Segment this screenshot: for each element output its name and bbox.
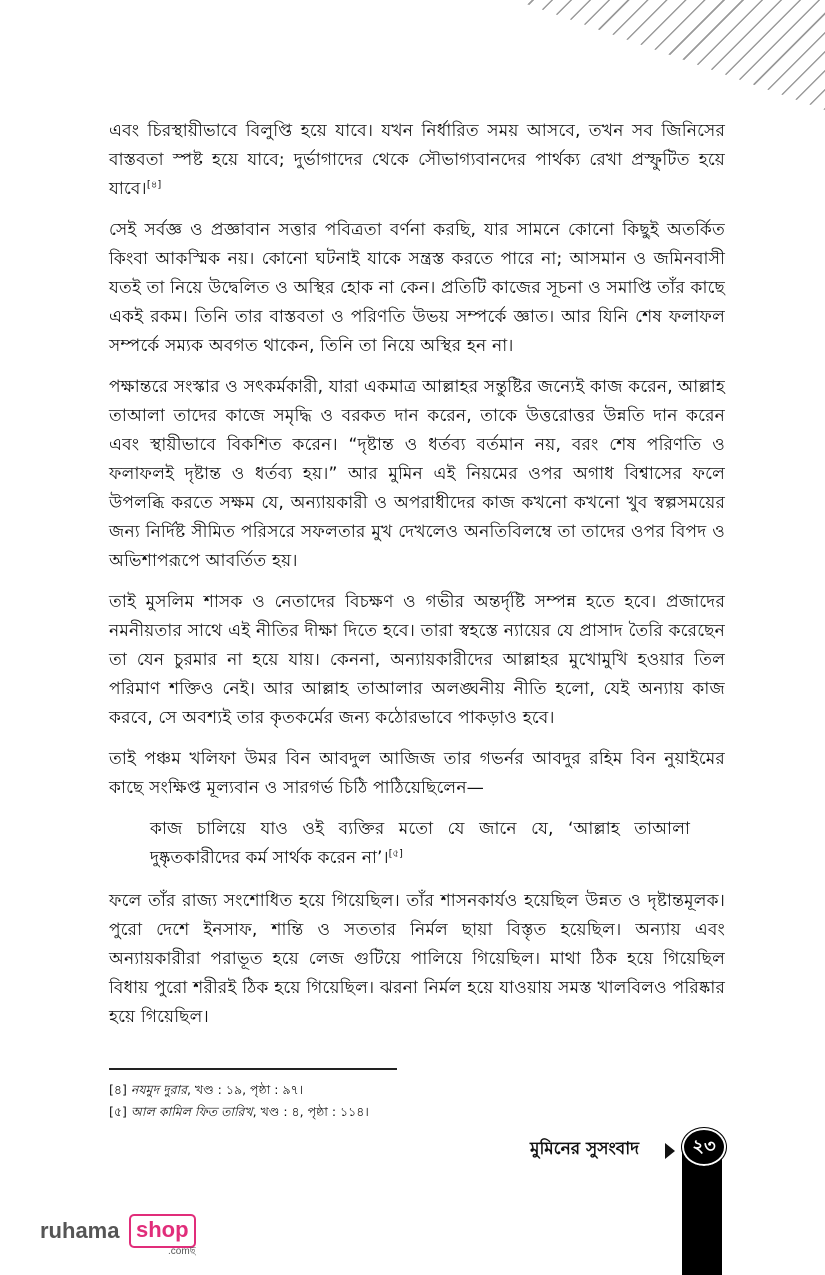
page-body [109, 117, 725, 1044]
footnote-ref-5[interactable]: [৫] [388, 848, 403, 860]
paragraph-5: তাই পঞ্চম খলিফা উমর বিন আবদুল আজিজ তার গভর্নর আবদুর রহিম বিন নুয়াইমের কাছে সংক্ষিপ্ত মূল্যবান ও সারগর্ভ চিঠি পাঠিয়েছিলেন— [109, 749, 725, 798]
paragraph-6: ফলে তাঁর রাজ্য সংশোধিত হয়ে গিয়েছিল। তাঁর শাসনকার্যও হয়েছিল উন্নত ও দৃষ্টান্তমূলক। পুরো দেশে ইনসাফ, শান্তি ও সততার নির্মল ছায়া বিস্তৃত হয়েছিল। অন্যায় এবং অন্যায়কারীরা পরাভূত হয়ে লেজ গুটিয়ে পালিয়ে গিয়েছিল। মাথা ঠিক হয়ে গিয়েছিল বিধায় পুরো শরীরই ঠিক হয়ে গিয়েছিল। ঝরনা নির্মল হয়ে যাওয়ায় সমস্ত খালবিলও পরিষ্কার হয়ে গিয়েছিল। [109, 891, 725, 1027]
footnote-ref-4[interactable]: [৪] [146, 179, 162, 191]
page-number: ২৩ [682, 1128, 726, 1166]
triangle-arrow-icon [665, 1143, 675, 1159]
footnote-4: [৪] নযমুদ দুরার, খণ্ড : ১৯, পৃষ্ঠা : ৯৭। [109, 1082, 304, 1097]
footnote-divider [109, 1068, 397, 1070]
running-head: মুমিনের সুসংবাদ [530, 1139, 640, 1159]
page-edge-bar [682, 1150, 722, 1275]
paragraph-2: সেই সর্বজ্ঞ ও প্রজ্ঞাবান সত্তার পবিত্রতা বর্ণনা করছি, যার সামনে কোনো কিছুই অতর্কিত কিংবা আকস্মিক নয়। কোনো ঘটনাই যাকে সন্ত্রস্ত করতে পারে না; আসমান ও জমিনবাসী যতই তা নিয়ে উদ্বেলিত ও অস্থির হোক না কেন। প্রতিটি কাজের সূচনা ও সমাপ্তি তাঁর কাছে একই রকম। তিনি তার বাস্তবতা ও পরিণতি উভয় সম্পর্কে জ্ঞাত। আর যিনি শেষ ফলাফল সম্পর্কে সম্যক অবগত থাকেন, তিনি তা নিয়ে অস্থির হন না। [109, 220, 725, 356]
decorative-stripes [515, 0, 825, 110]
logo-main-text: ruhama [40, 1218, 120, 1243]
footnotes [109, 1079, 369, 1123]
paragraph-3: পক্ষান্তরে সংস্কার ও সৎকর্মকারী, যারা একমাত্র আল্লাহর সন্তুষ্টির জন্যেই কাজ করেন, আল্লাহ তাআলা তাদের কাজে সমৃদ্ধি ও বরকত দান করেন, তাকে উত্তরোত্তর উন্নতি দান করেন এবং স্থায়ীভাবে বিকশিত করেন। “দৃষ্টান্ত ও ধর্তব্য বর্তমান নয়, বরং শেষ পরিণতি ও ফলাফলই দৃষ্টান্ত ও ধর্তব্য হয়।” আর মুমিন এই নিয়মের ওপর অগাধ বিশ্বাসের ফলে উপলব্ধি করতে সক্ষম যে, অন্যায়কারী ও অপরাধীদের কাজ কখনো কখনো খুব স্বল্পসময়ের জন্য নির্দিষ্ট সীমিত পরিসরে সফলতার মুখ দেখলেও অনতিবিলম্বে তা তাদের ওপর বিপদ ও অভিশাপরূপে আবর্তিত হয়। [109, 377, 725, 571]
paragraph-4: তাই মুসলিম শাসক ও নেতাদের বিচক্ষণ ও গভীর অন্তর্দৃষ্টি সম্পন্ন হতে হবে। প্রজাদের নমনীয়তার সাথে এই নীতির দীক্ষা দিতে হবে। তারা স্বহস্তে ন্যায়ের যে প্রাসাদ তৈরি করেছেন তা যেন চুরমার না হয়ে যায়। কেননা, অন্যায়কারীদের আল্লাহর মুখোমুখি হওয়ার তিল পরিমাণ শক্তিও নেই। আর আল্লাহ তাআলার অলঙ্ঘনীয় নীতি হলো, যেই অন্যায় কাজ করবে, সে অবশ্যই তার কৃতকর্মের জন্য কঠোরভাবে পাকড়াও হবে। [109, 592, 725, 728]
logo-domain-text: .comছ [168, 1246, 196, 1257]
block-quote: কাজ চালিয়ে যাও ওই ব্যক্তির মতো যে জানে যে, ‘আল্লাহ তাআলা দুষ্কৃতকারীদের কর্ম সার্থক করেন না’।[৫] [150, 819, 690, 868]
paragraph-1: এবং চিরস্থায়ীভাবে বিলুপ্তি হয়ে যাবে। যখন নির্ধারিত সময় আসবে, তখন সব জিনিসের বাস্তবতা স্পষ্ট হয়ে যাবে; দুর্ভাগাদের থেকে সৌভাগ্যবানদের পার্থক্য রেখা প্রস্ফুটিত হয়ে যাবে।[৪] [109, 121, 725, 199]
logo-shop-badge: shop [129, 1214, 196, 1248]
footnote-5: [৫] আল কামিল ফিত তারিখ, খণ্ড : ৪, পৃষ্ঠা : ১১৪। [109, 1104, 369, 1119]
